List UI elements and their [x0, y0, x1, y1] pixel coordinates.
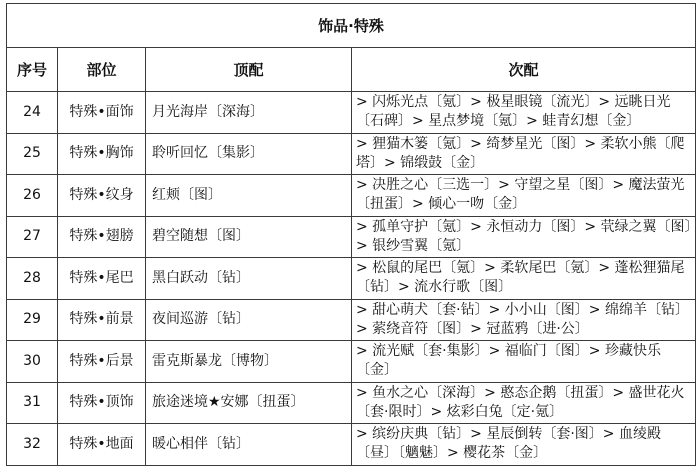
row-top: 黑白跃动〔钻〕	[146, 258, 352, 300]
row-num: 26	[7, 175, 58, 217]
row-secondary: > 决胜之心〔三选一〕> 守望之星〔图〕> 魔法萤光〔扭蛋〕> 倾心一吻〔金〕	[352, 175, 696, 217]
row-top: 红颊〔图〕	[146, 175, 352, 217]
row-top: 雷克斯暴龙〔博物〕	[146, 341, 352, 383]
table-row	[7, 92, 696, 134]
row-secondary: > 甜心萌犬〔套·钻〕> 小小山〔图〕> 绵绵羊〔钻〕> 萦绕音符〔图〕> 冠蓝鸦〔进·公〕	[352, 299, 696, 341]
row-secondary: > 鱼水之心〔深海〕> 憨态企鹅〔扭蛋〕> 盛世花火〔套·限时〕> 炫彩白兔〔定·氪〕	[352, 382, 696, 424]
table-row	[7, 341, 696, 383]
row-part: 特殊•顶饰	[58, 382, 146, 424]
row-top: 聆听回忆〔集影〕	[146, 133, 352, 175]
row-top: 月光海岸〔深海〕	[146, 92, 352, 134]
row-num: 30	[7, 341, 58, 383]
row-num: 24	[7, 92, 58, 134]
row-part: 特殊•尾巴	[58, 258, 146, 300]
row-num: 31	[7, 382, 58, 424]
row-num: 28	[7, 258, 58, 300]
table-row	[7, 299, 696, 341]
row-part: 特殊•翅膀	[58, 216, 146, 258]
table-row	[7, 175, 696, 217]
row-part: 特殊•后景	[58, 341, 146, 383]
row-part: 特殊•地面	[58, 424, 146, 466]
row-secondary: > 缤纷庆典〔钻〕> 星辰倒转〔套·图〕> 血绫殿〔昼〕〔魑魅〕> 樱花茶〔金〕	[352, 424, 696, 466]
row-secondary: > 狸猫木篓〔氪〕> 绮梦星光〔图〕> 柔软小熊〔爬塔〕> 锦缎鼓〔金〕	[352, 133, 696, 175]
row-secondary: > 孤单守护〔氪〕> 永恒动力〔图〕> 茕绿之翼〔图〕> 银纱雪翼〔氪〕	[352, 216, 696, 258]
row-secondary: > 流光赋〔套·集影〕> 福临门〔图〕> 珍藏快乐〔金〕	[352, 341, 696, 383]
table-row	[7, 382, 696, 424]
table-row	[7, 216, 696, 258]
row-top: 碧空随想〔图〕	[146, 216, 352, 258]
row-top: 暖心相伴〔钻〕	[146, 424, 352, 466]
table-row	[7, 424, 696, 466]
row-num: 25	[7, 133, 58, 175]
row-top: 夜间巡游〔钻〕	[146, 299, 352, 341]
row-part: 特殊•胸饰	[58, 133, 146, 175]
header-num: 序号	[7, 48, 58, 92]
row-num: 29	[7, 299, 58, 341]
table-row	[7, 258, 696, 300]
header-top: 顶配	[146, 48, 352, 92]
row-secondary: > 闪烁光点〔氪〕> 极星眼镜〔流光〕> 远眺日光〔石碑〕> 星点梦境〔氪〕> 蛙青幻想〔金〕	[352, 92, 696, 134]
table-row	[7, 133, 696, 175]
header-part: 部位	[58, 48, 146, 92]
header-secondary: 次配	[352, 48, 696, 92]
table-title: 饰品·特殊	[7, 4, 696, 48]
accessory-table	[6, 3, 696, 466]
row-top: 旅途迷境★安娜〔扭蛋〕	[146, 382, 352, 424]
row-part: 特殊•纹身	[58, 175, 146, 217]
row-part: 特殊•前景	[58, 299, 146, 341]
row-num: 27	[7, 216, 58, 258]
row-secondary: > 松鼠的尾巴〔氪〕> 柔软尾巴〔氪〕> 蓬松狸猫尾〔钻〕> 流水行歌〔图〕	[352, 258, 696, 300]
row-part: 特殊•面饰	[58, 92, 146, 134]
row-num: 32	[7, 424, 58, 466]
